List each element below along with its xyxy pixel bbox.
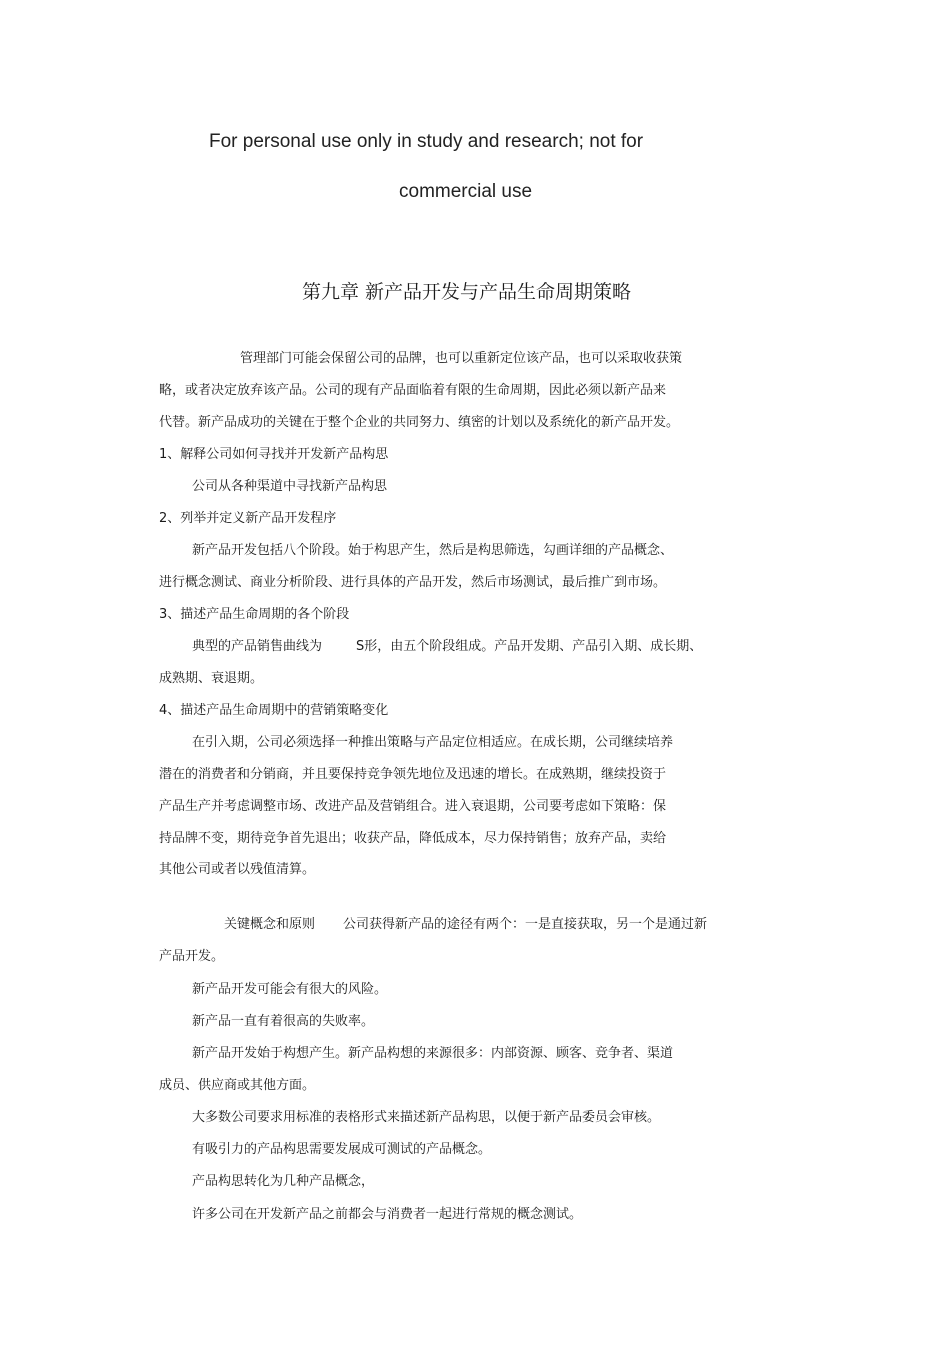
key-concepts-label: 关键概念和原则: [224, 917, 316, 932]
watermark-line-2: commercial use: [399, 181, 533, 202]
question-1-heading: 1、解释公司如何寻找并开发新产品构思: [159, 447, 389, 462]
question-4-line-4: 持品牌不变，期待竞争首先退出；收获产品，降低成本，尽力保持销售；放弃产品，卖给: [159, 831, 667, 846]
watermark-line-1: For personal use only in study and research; not for: [209, 131, 644, 152]
key-concepts-paragraph-2: 新产品开发可能会有很大的风险。: [192, 982, 388, 997]
question-1-answer: 公司从各种渠道中寻找新产品构思: [192, 479, 388, 494]
question-2-line-2: 进行概念测试、商业分析阶段、进行具体的产品开发，然后市场测试，最后推广到市场。: [159, 575, 667, 590]
key-concepts-paragraph-4-line-1: 新产品开发始于构想产生。新产品构想的来源很多：内部资源、顾客、竞争者、渠道: [192, 1046, 674, 1061]
key-concepts-line-1: 公司获得新产品的途径有两个：一是直接获取，另一个是通过新: [343, 917, 708, 932]
question-3-heading: 3、描述产品生命周期的各个阶段: [159, 607, 350, 622]
key-concepts-paragraph-5: 大多数公司要求用标准的表格形式来描述新产品构思，以便于新产品委员会审核。: [192, 1110, 661, 1125]
question-4-line-5: 其他公司或者以残值清算。: [159, 862, 316, 877]
question-4-line-1: 在引入期，公司必须选择一种推出策略与产品定位相适应。在成长期，公司继续培养: [192, 735, 674, 750]
key-concepts-paragraph-7: 产品构思转化为几种产品概念，: [192, 1174, 375, 1189]
intro-line-1: 管理部门可能会保留公司的品牌，也可以重新定位该产品，也可以采取收获策: [240, 351, 683, 366]
question-3-line-1a: 典型的产品销售曲线为: [192, 639, 323, 654]
question-4-heading: 4、描述产品生命周期中的营销策略变化: [159, 703, 389, 718]
key-concepts-paragraph-8: 许多公司在开发新产品之前都会与消费者一起进行常规的概念测试。: [192, 1207, 583, 1222]
intro-line-2: 略，或者决定放弃该产品。公司的现有产品面临着有限的生命周期，因此必须以新产品来: [159, 383, 667, 398]
question-3-line-1b: S形，由五个阶段组成。产品开发期、产品引入期、成长期、: [356, 639, 703, 654]
chapter-title: 第九章 新产品开发与产品生命周期策略: [302, 281, 632, 303]
question-2-line-1: 新产品开发包括八个阶段。始于构思产生，然后是构思筛选，勾画详细的产品概念、: [192, 543, 674, 558]
question-4-line-2: 潜在的消费者和分销商，并且要保持竞争领先地位及迅速的增长。在成熟期，继续投资于: [159, 767, 667, 782]
key-concepts-line-2: 产品开发。: [159, 949, 225, 964]
question-2-heading: 2、列举并定义新产品开发程序: [159, 511, 337, 526]
key-concepts-paragraph-6: 有吸引力的产品构思需要发展成可测试的产品概念。: [192, 1142, 492, 1157]
key-concepts-paragraph-3: 新产品一直有着很高的失败率。: [192, 1014, 375, 1029]
question-3-line-2: 成熟期、衰退期。: [159, 671, 264, 686]
key-concepts-paragraph-4-line-2: 成员、供应商或其他方面。: [159, 1078, 316, 1093]
intro-line-3: 代替。新产品成功的关键在于整个企业的共同努力、缜密的计划以及系统化的新产品开发。: [159, 415, 680, 430]
question-4-line-3: 产品生产并考虑调整市场、改进产品及营销组合。进入衰退期，公司要考虑如下策略：保: [159, 799, 667, 814]
